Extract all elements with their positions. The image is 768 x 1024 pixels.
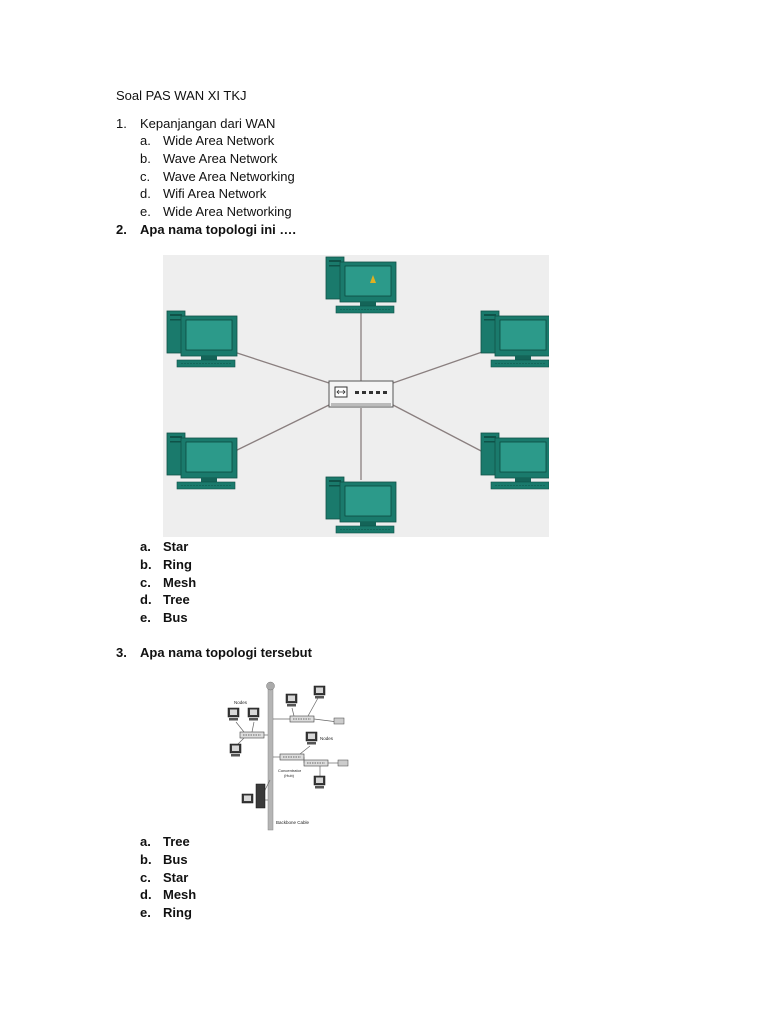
- option-letter: e.: [140, 905, 151, 921]
- option-text: Star: [163, 869, 189, 885]
- option-text: Wide Area Network: [163, 133, 275, 148]
- computer-icon: [314, 776, 325, 789]
- option-letter: c.: [140, 574, 151, 590]
- computer-icon: [306, 732, 317, 745]
- option-letter: a.: [140, 834, 151, 849]
- option-letter: c.: [140, 869, 151, 885]
- option-letter: a.: [140, 133, 151, 148]
- option-letter: d.: [140, 887, 152, 903]
- question-text: Kepanjangan dari WAN: [140, 116, 276, 131]
- backbone-label: Backbone Cable: [276, 820, 310, 825]
- hub-lower-right-icon: [304, 760, 328, 766]
- question-text: Apa nama topologi ini ….: [140, 222, 296, 237]
- nodes-label-right: Nodes: [320, 736, 334, 741]
- option-text: Wave Area Networking: [163, 168, 295, 184]
- concentrator-label: Concentrator: [278, 768, 302, 773]
- question-number: 1.: [116, 116, 127, 131]
- computer-icon: [248, 708, 259, 721]
- hub-label: (Hub): [284, 773, 295, 778]
- central-hub-icon: [329, 381, 393, 407]
- option-text: Ring: [163, 905, 192, 921]
- option-letter: b.: [140, 556, 152, 572]
- option-text: Bus: [163, 610, 188, 626]
- tree-topology-diagram: [220, 680, 360, 832]
- computer-icon: [230, 744, 241, 757]
- hub-left-icon: [240, 732, 264, 738]
- option-text: Star: [163, 539, 189, 554]
- question-text: Apa nama topologi tersebut: [140, 645, 312, 660]
- option-letter: e.: [140, 204, 151, 220]
- option-text: Mesh: [163, 887, 197, 903]
- backbone-cable: [268, 684, 273, 830]
- option-text: Mesh: [163, 574, 197, 590]
- option-letter: c.: [140, 168, 151, 184]
- computer-icon: [314, 686, 325, 699]
- option-text: Tree: [163, 592, 190, 608]
- printer-icon: [338, 760, 348, 766]
- computer-icon: [228, 708, 239, 721]
- option-text: Wifi Area Network: [163, 186, 267, 202]
- option-text: Ring: [163, 556, 192, 572]
- hub-upper-right-icon: [290, 716, 314, 722]
- nodes-label-top: Nodes: [234, 700, 248, 705]
- option-letter: b.: [140, 851, 152, 867]
- question-number: 2.: [116, 222, 127, 237]
- option-text: Bus: [163, 851, 188, 867]
- option-letter: e.: [140, 610, 151, 626]
- option-letter: b.: [140, 150, 151, 166]
- option-letter: d.: [140, 186, 151, 202]
- option-text: Tree: [163, 834, 190, 849]
- option-text: Wide Area Networking: [163, 204, 292, 220]
- computer-icon: [286, 694, 297, 707]
- option-letter: a.: [140, 539, 151, 554]
- option-letter: d.: [140, 592, 152, 608]
- document-title: Soal PAS WAN XI TKJ: [116, 88, 247, 103]
- option-text: Wave Area Network: [163, 150, 278, 166]
- concentrator-hub-icon: [280, 754, 304, 760]
- star-topology-diagram: [163, 255, 549, 537]
- printer-icon: [334, 718, 344, 724]
- question-number: 3.: [116, 645, 127, 660]
